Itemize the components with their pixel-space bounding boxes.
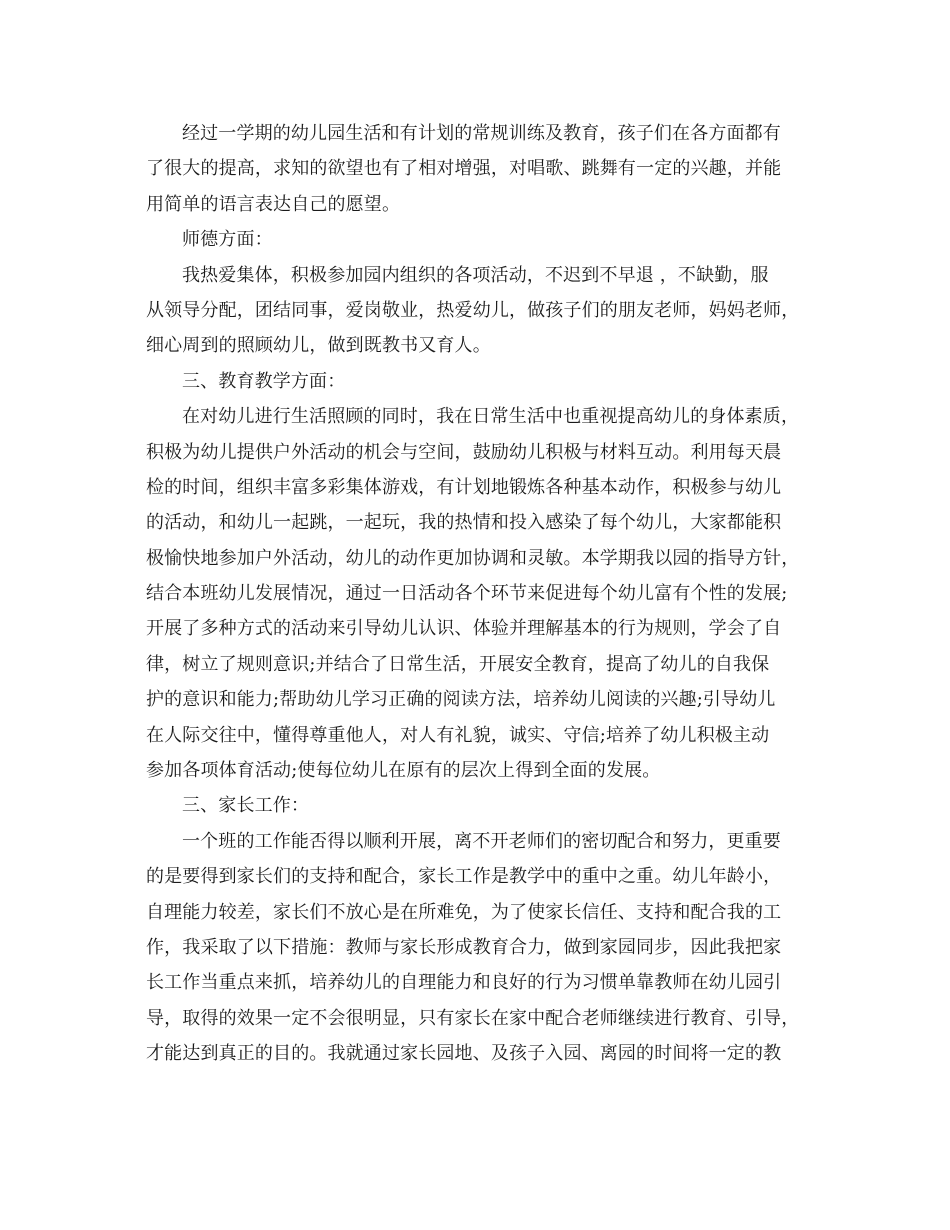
text-line: 经过一学期的幼儿园生活和有计划的常规训练及教育，孩子们在各方面都有 bbox=[182, 123, 781, 144]
text-line: 参加各项体育活动;使每位幼儿在原有的层次上得到全面的发展。 bbox=[146, 760, 661, 782]
text-line: 极愉快地参加户外活动，幼儿的动作更加协调和灵敏。本学期我以园的指导方针， bbox=[146, 547, 800, 569]
text-line: 的是要得到家长们的支持和配合，家长工作是教学中的重中之重。幼儿年龄小， bbox=[146, 866, 782, 888]
text-line: 一个班的工作能否得以顺利开展，离不开老师们的密切配合和努力，更重要 bbox=[182, 830, 781, 852]
text-line: 导，取得的效果一定不会很明显，只有家长在家中配合老师继续进行教育、引导， bbox=[146, 1007, 800, 1029]
text-line: 积极为幼儿提供户外活动的机会与空间，鼓励幼儿积极与材料互动。利用每天晨 bbox=[146, 441, 782, 463]
text-line: 律，树立了规则意识;并结合了日常生活，开展安全教育，提高了幼儿的自我保 bbox=[146, 653, 770, 675]
text-line: 我热爱集体，积极参加园内组织的各项活动，不迟到不早退 ，不缺勤，服 bbox=[182, 264, 769, 286]
text-line: 了很大的提高，求知的欲望也有了相对增强，对唱歌、跳舞有一定的兴趣，并能 bbox=[146, 158, 782, 180]
text-line: 师德方面： bbox=[182, 229, 273, 251]
text-line: 自理能力较差，家长们不放心是在所难免，为了使家长信任、支持和配合我的工 bbox=[146, 901, 782, 923]
text-line: 结合本班幼儿发展情况，通过一日活动各个环节来促进每个幼儿富有个性的发展; bbox=[146, 583, 788, 605]
text-line: 用简单的语言表达自己的愿望。 bbox=[146, 193, 401, 215]
text-line: 三、家长工作： bbox=[182, 795, 310, 817]
text-line: 才能达到真正的目的。我就通过家长园地、及孩子入园、离园的时间将一定的教 bbox=[146, 1043, 782, 1065]
text-line: 护的意识和能力;帮助幼儿学习正确的阅读方法，培养幼儿阅读的兴趣;引导幼儿 bbox=[146, 689, 776, 711]
text-line: 作，我采取了以下措施：教师与家长形成教育合力，做到家园同步，因此我把家 bbox=[146, 936, 782, 958]
text-line: 检的时间，组织丰富多彩集体游戏，有计划地锻炼各种基本动作，积极参与幼儿 bbox=[146, 476, 782, 498]
text-line: 的活动，和幼儿一起跳，一起玩，我的热情和投入感染了每个幼儿，大家都能积 bbox=[146, 512, 782, 534]
document-body bbox=[146, 116, 826, 1072]
text-line: 开展了多种方式的活动来引导幼儿认识、体验并理解基本的行为规则，学会了自 bbox=[146, 618, 782, 640]
text-line: 细心周到的照顾幼儿，做到既教书又育人。 bbox=[146, 335, 491, 357]
text-line: 长工作当重点来抓，培养幼儿的自理能力和良好的行为习惯单靠教师在幼儿园引 bbox=[146, 972, 782, 994]
text-line: 三、教育教学方面： bbox=[182, 370, 346, 392]
text-line: 从领导分配，团结同事，爱岗敬业，热爱幼儿，做孩子们的朋友老师，妈妈老师， bbox=[146, 299, 800, 321]
text-line: 在人际交往中，懂得尊重他人，对人有礼貌，诚实、守信;培养了幼儿积极主动 bbox=[146, 724, 770, 746]
text-line: 在对幼儿进行生活照顾的同时，我在日常生活中也重视提高幼儿的身体素质， bbox=[182, 406, 800, 428]
